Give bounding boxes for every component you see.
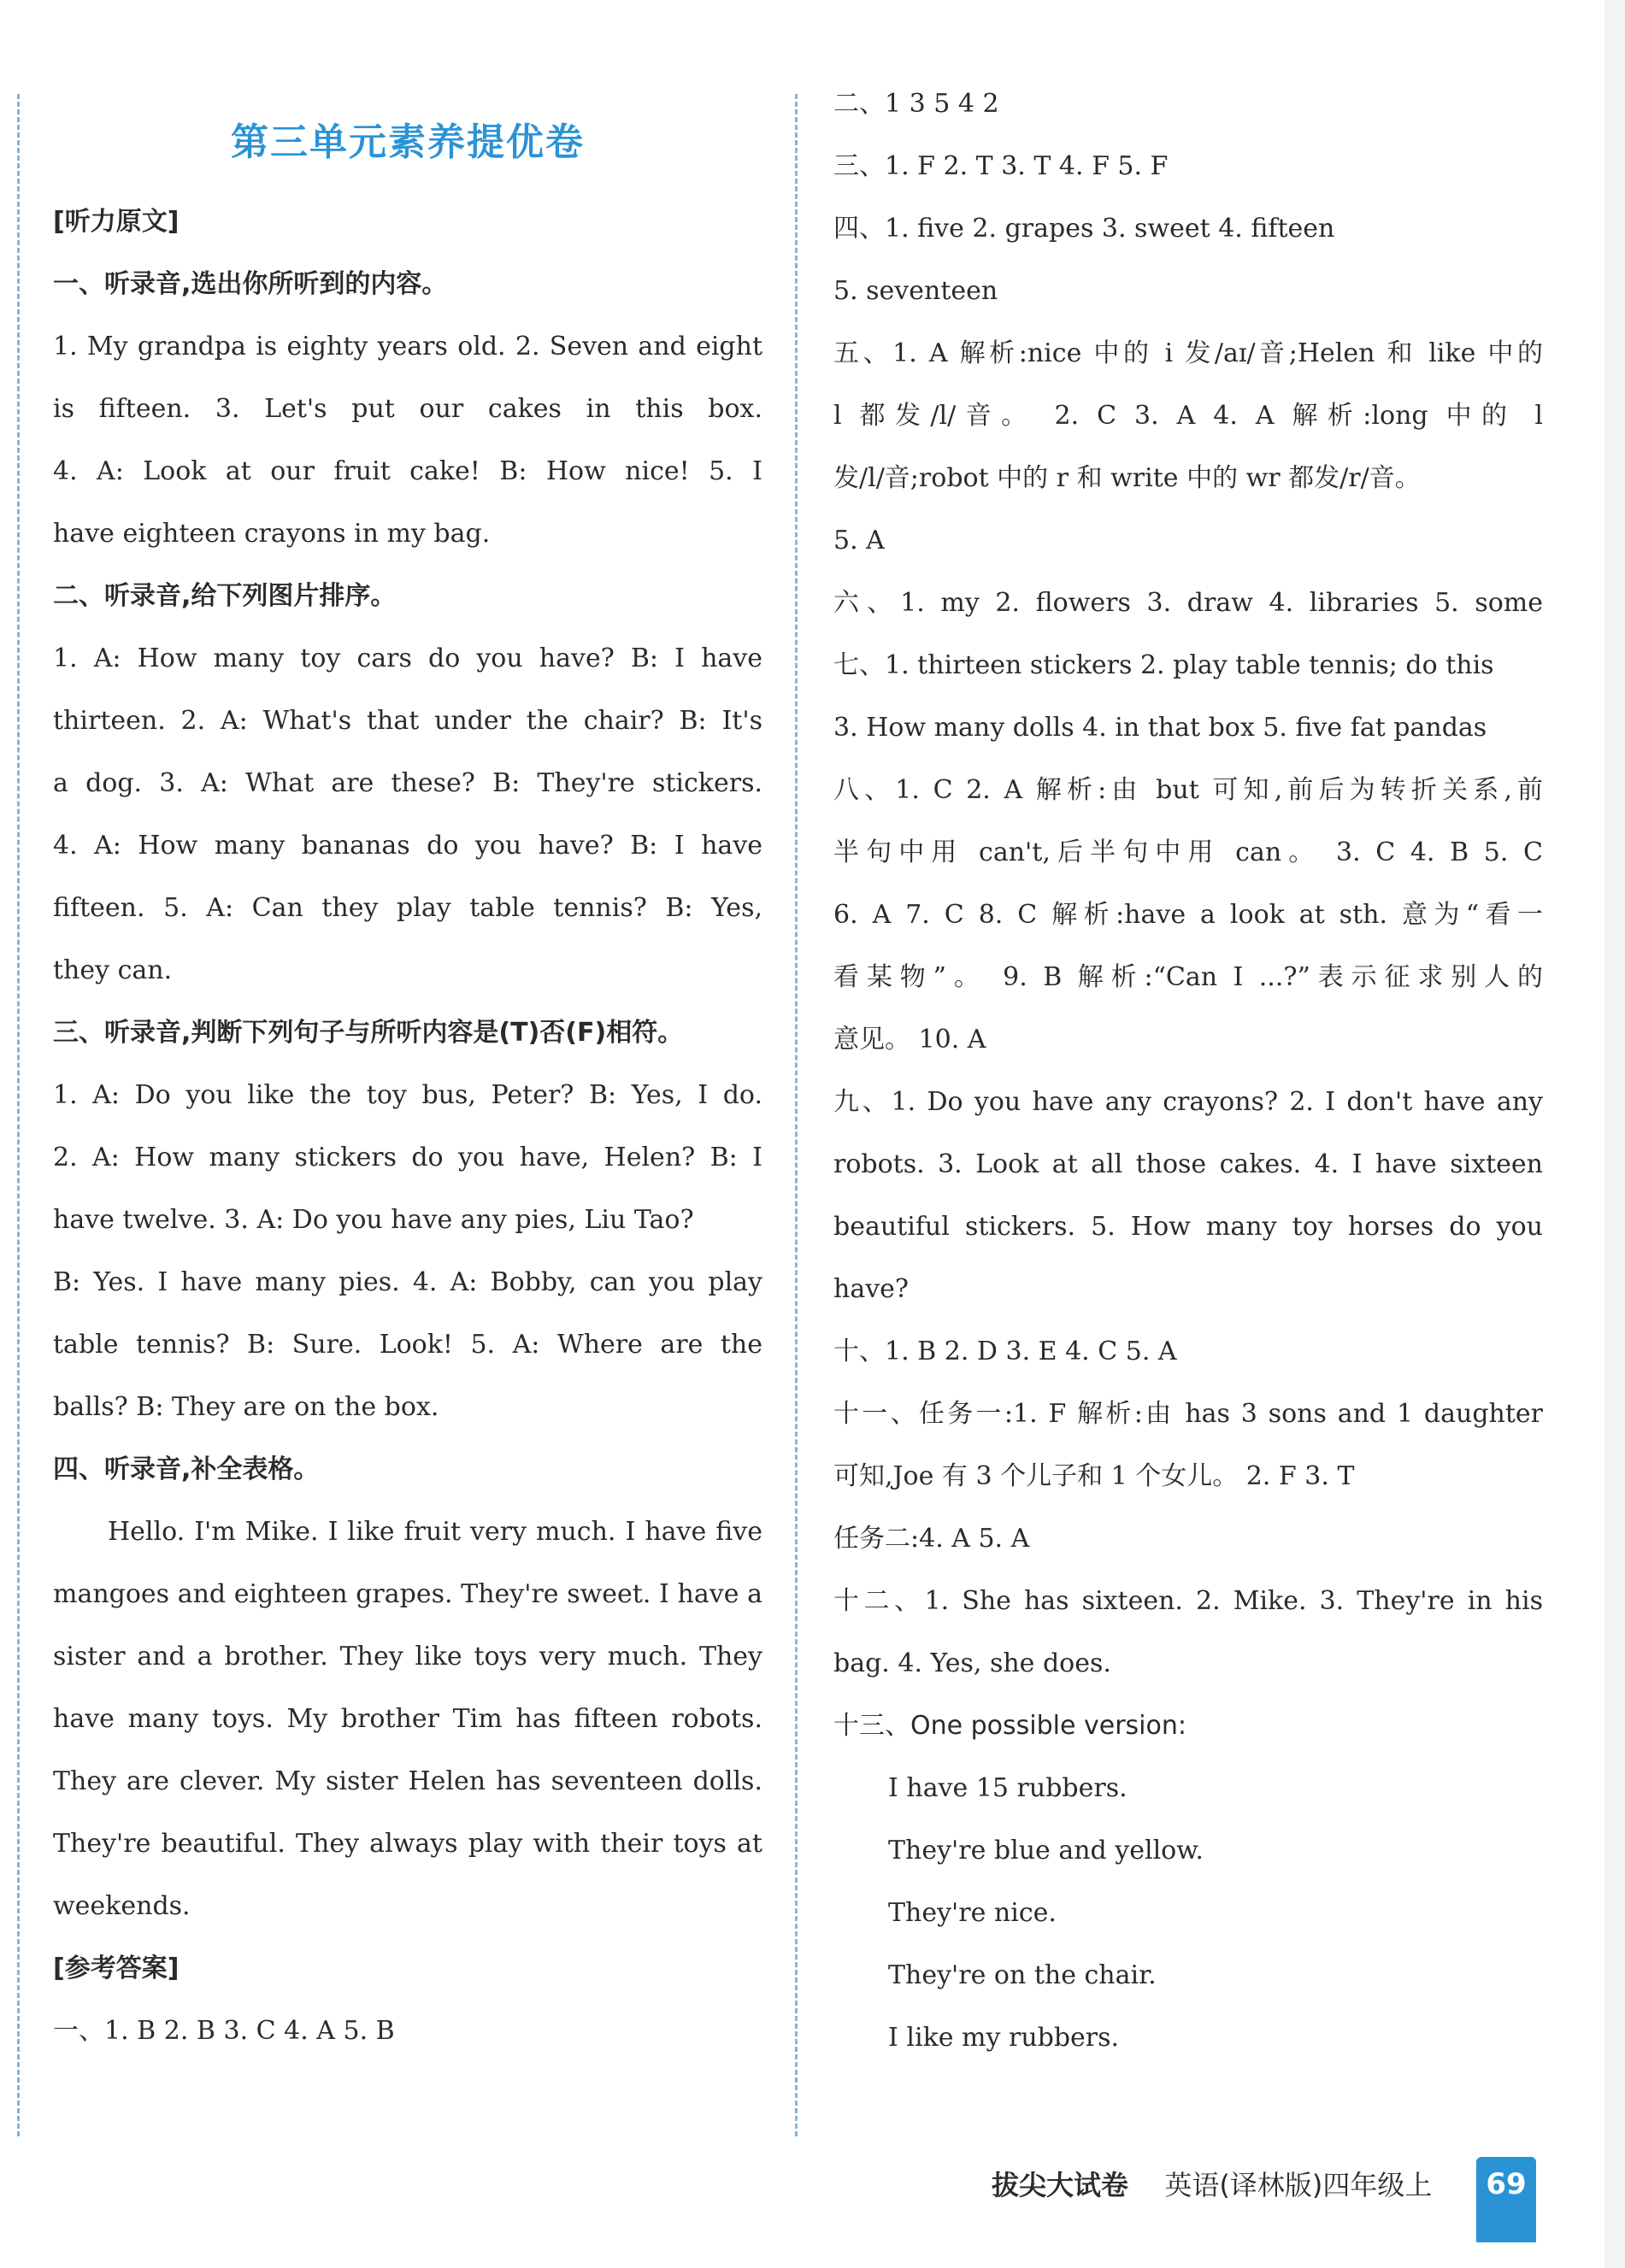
text-line: mangoes and eighteen grapes. They're sweet. I have a <box>53 1579 762 1609</box>
section-heading: 三、听录音,判断下列句子与所听内容是(T)否(F)相符。 <box>53 1018 684 1048</box>
answer-line: 看某物”。 9. B 解析:“Can I ...?”表示征求别人的 <box>833 962 1543 992</box>
text-line: They're beautiful. They always play with their toys at <box>53 1829 762 1859</box>
text-line: 1. A: Do you like the toy bus, Peter? B: Yes, I do. <box>53 1080 762 1110</box>
text-line: have twelve. 3. A: Do you have any pies, Liu Tao? <box>53 1205 694 1235</box>
sample-sentence: I like my rubbers. <box>888 2023 1120 2053</box>
text-line: a dog. 3. A: What are these? B: They're stickers. <box>53 768 762 798</box>
sample-sentence: I have 15 rubbers. <box>888 1773 1127 1803</box>
answer-line: 十、1. B 2. D 3. E 4. C 5. A <box>833 1337 1177 1366</box>
section-heading: 一、听录音,选出你所听到的内容。 <box>53 269 448 299</box>
answer-line: 可知,Joe 有 3 个儿子和 1 个女儿。 2. F 3. T <box>833 1461 1355 1491</box>
text-line: 2. A: How many stickers do you have, Helen? B: I <box>53 1143 762 1172</box>
text-line: 1. My grandpa is eighty years old. 2. Seven and eight <box>53 332 762 361</box>
answer-line: 5. A <box>833 526 885 555</box>
answer-line: 任务二:4. A 5. A <box>833 1524 1030 1554</box>
text-line: balls? B: They are on the box. <box>53 1392 439 1422</box>
page-number-badge: 69 <box>1476 2157 1536 2242</box>
text-line: Hello. I'm Mike. I like fruit very much. I have five <box>108 1517 762 1547</box>
text-line: B: Yes. I have many pies. 4. A: Bobby, can you play <box>53 1267 762 1297</box>
answer-line: 意见。 10. A <box>833 1025 986 1055</box>
answer-line: 发/l/音;robot 中的 r 和 write 中的 wr 都发/r/音。 <box>833 463 1421 493</box>
section-label-answers: [参考答案] <box>53 1954 180 1983</box>
center-dashed-rule <box>795 94 798 2136</box>
page-edge <box>1604 0 1625 2268</box>
answer-line: 九、1. Do you have any crayons? 2. I don't have any <box>833 1087 1543 1117</box>
section-heading: 二、听录音,给下列图片排序。 <box>53 581 397 611</box>
sample-sentence: They're blue and yellow. <box>888 1836 1204 1866</box>
answer-line: 十二、1. She has sixteen. 2. Mike. 3. They're in his <box>833 1586 1543 1616</box>
answer-line: 六、1. my 2. flowers 3. draw 4. libraries 5. some <box>833 588 1543 618</box>
sample-sentence: They're nice. <box>888 1898 1057 1928</box>
section-heading: 四、听录音,补全表格。 <box>53 1454 320 1484</box>
answer-line: 5. seventeen <box>833 276 998 306</box>
answer-line: 二、1 3 5 4 2 <box>833 89 999 119</box>
text-line: sister and a brother. They like toys very much. They <box>53 1642 762 1672</box>
text-line: fifteen. 5. A: Can they play table tennis? B: Yes, <box>53 893 762 923</box>
text-line: they can. <box>53 955 173 985</box>
text-line: They are clever. My sister Helen has seventeen dolls. <box>53 1766 762 1796</box>
text-line: weekends. <box>53 1891 191 1921</box>
answer-line: 一、1. B 2. B 3. C 4. A 5. B <box>53 2016 395 2046</box>
text-line: 1. A: How many toy cars do you have? B: I have <box>53 643 762 673</box>
left-dashed-rule <box>17 94 20 2136</box>
text-line: have many toys. My brother Tim has fifteen robots. <box>53 1704 762 1734</box>
footer-brand: 拔尖大试卷 <box>992 2169 1129 2201</box>
answer-line: 五、1. A 解析:nice 中的 i 发/aɪ/音;Helen 和 like 中的 <box>833 338 1543 368</box>
answer-line: 八、1. C 2. A 解析:由 but 可知,前后为转折关系,前 <box>833 775 1543 805</box>
answer-line: 三、1. F 2. T 3. T 4. F 5. F <box>833 151 1169 181</box>
text-line: 4. A: Look at our fruit cake! B: How nice! 5. I <box>53 456 762 486</box>
text-line: have eighteen crayons in my bag. <box>53 519 491 549</box>
answer-line: bag. 4. Yes, she does. <box>833 1648 1111 1678</box>
sample-sentence: They're on the chair. <box>888 1960 1157 1990</box>
answer-line: 半句中用 can't,后半句中用 can。 3. C 4. B 5. C <box>833 837 1543 867</box>
section-label-listening-script: [听力原文] <box>53 207 180 237</box>
footer <box>992 2164 1432 2203</box>
answer-line: 七、1. thirteen stickers 2. play table tennis; do this <box>833 650 1494 680</box>
answer-line: robots. 3. Look at all those cakes. 4. I have sixteen <box>833 1149 1543 1179</box>
writing-heading: 十三、One possible version: <box>833 1711 1186 1741</box>
answer-line: beautiful stickers. 5. How many toy horses do you <box>833 1212 1543 1242</box>
text-line: thirteen. 2. A: What's that under the chair? B: It's <box>53 706 762 736</box>
text-line: is fifteen. 3. Let's put our cakes in this box. <box>53 394 762 424</box>
answer-line: 3. How many dolls 4. in that box 5. five fat pandas <box>833 713 1487 743</box>
page-title: 第三单元素养提优卷 <box>231 120 585 164</box>
answer-line: 十一、任务一:1. F 解析:由 has 3 sons and 1 daughter <box>833 1399 1543 1429</box>
answer-line: have? <box>833 1274 909 1304</box>
answer-line: 四、1. five 2. grapes 3. sweet 4. fifteen <box>833 214 1335 244</box>
footer-subject: 英语(译林版)四年级上 <box>1164 2169 1433 2201</box>
text-line: table tennis? B: Sure. Look! 5. A: Where are the <box>53 1330 762 1360</box>
text-line: 4. A: How many bananas do you have? B: I have <box>53 831 762 861</box>
answer-line: l 都发/l/音。 2. C 3. A 4. A 解析:long 中的 l <box>833 401 1543 431</box>
answer-line: 6. A 7. C 8. C 解析:have a look at sth. 意为“看一 <box>833 900 1543 930</box>
